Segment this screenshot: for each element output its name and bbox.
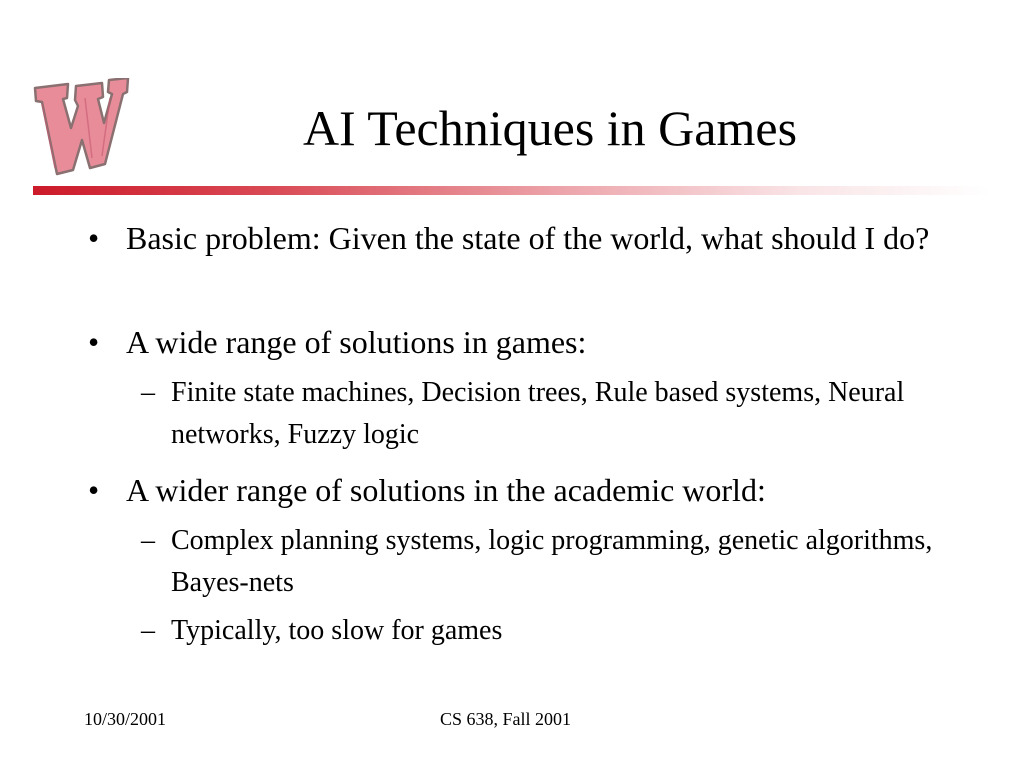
footer-date: 10/30/2001 [84, 709, 167, 729]
bullet-item [88, 320, 946, 364]
slide-title: AI Techniques in Games [302, 100, 798, 156]
bullet-dot-icon: • [88, 324, 100, 360]
dash-icon: – [141, 377, 155, 408]
bullet-item [88, 216, 946, 260]
dash-icon: – [141, 525, 155, 556]
bullet-dot-icon: • [88, 472, 100, 508]
sub-bullet-item [141, 372, 971, 456]
sub-bullet-text: Complex planning systems, logic programming, genetic algorithms, Bayes-nets [171, 525, 933, 598]
footer-course: CS 638, Fall 2001 [440, 709, 572, 729]
sub-bullet-item [141, 610, 971, 652]
bullet-text: A wide range of solutions in games: [126, 324, 587, 360]
dash-icon: – [141, 615, 155, 646]
bullet-item [88, 468, 946, 512]
bullet-dot-icon: • [88, 220, 100, 256]
bullet-text: Basic problem: Given the state of the world, what should I do? [126, 220, 930, 256]
sub-bullet-item [141, 520, 971, 604]
bullet-text: A wider range of solutions in the academic world: [126, 472, 766, 508]
sub-bullet-text: Finite state machines, Decision trees, Rule based systems, Neural networks, Fuzzy logic [171, 377, 905, 450]
sub-bullet-text: Typically, too slow for games [171, 615, 503, 646]
